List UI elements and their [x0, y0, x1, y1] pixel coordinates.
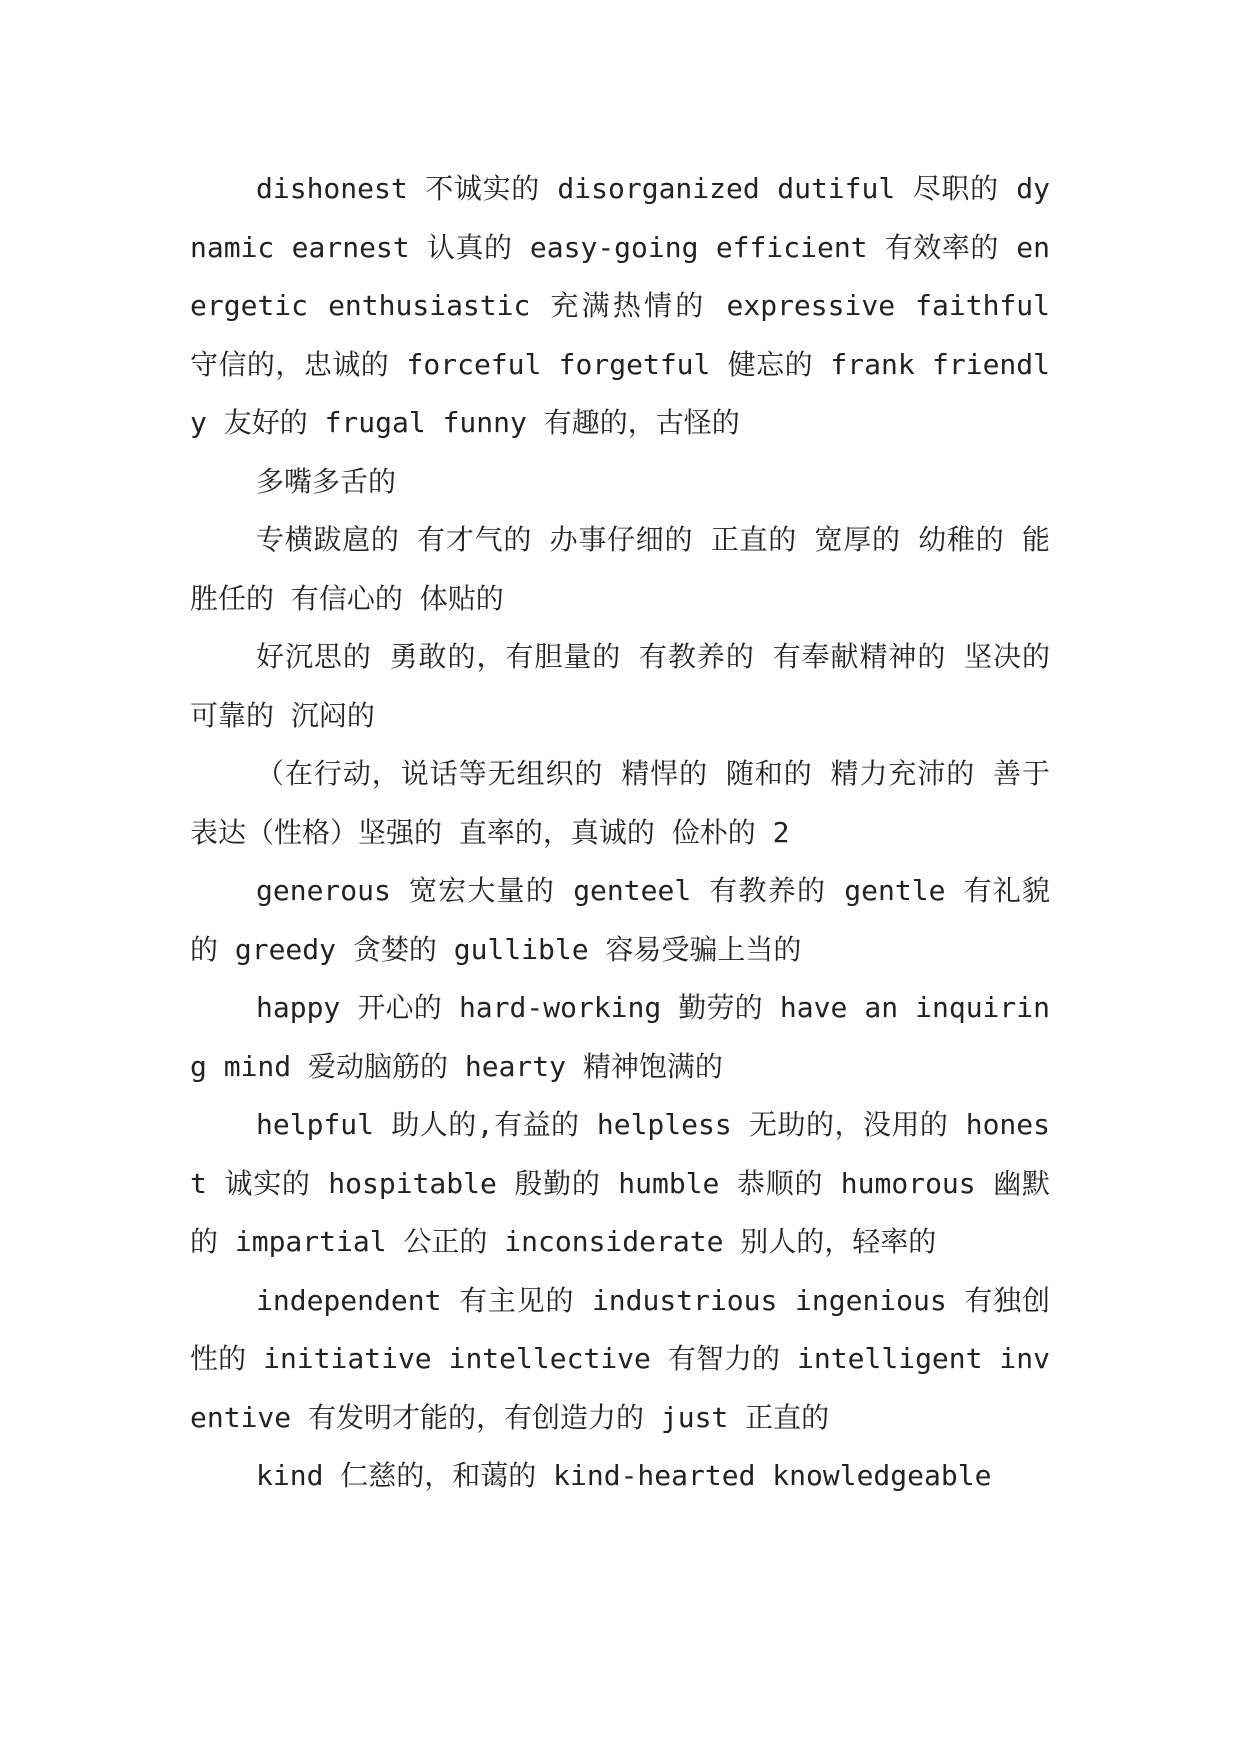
- paragraph-2: 多嘴多舌的: [256, 464, 397, 498]
- paragraph-10: kind 仁慈的，和蔼的 kind-hearted knowledgeable: [256, 1459, 992, 1492]
- paragraph-1: dishonest 不诚实的 disorganized dutiful 尽职的 dynamic earnest 认真的 easy-going efficient 有效率的 energetic enthusiastic 充满热情的 expressive faithful 守信的，忠诚的 forceful forgetful 健忘的 frank friendly 友好的 frugal funny 有趣的，古怪的: [190, 172, 1050, 439]
- paragraph-9: independent 有主见的 industrious ingenious 有独创性的 initiative intellective 有智力的 intelligent inventive 有发明才能的，有创造力的 just 正直的: [190, 1283, 1050, 1434]
- paragraph-5: （在行动，说话等无组织的 精悍的 随和的 精力充沛的 善于表达（性格）坚强的 直率的，真诚的 俭朴的 2: [190, 757, 1050, 849]
- paragraph-7: happy 开心的 hard-working 勤劳的 have an inquiring mind 爱动脑筋的 hearty 精神饱满的: [190, 991, 1050, 1083]
- paragraph-6: generous 宽宏大量的 genteel 有教养的 gentle 有礼貌的 greedy 贪婪的 gullible 容易受骗上当的: [190, 874, 1050, 966]
- paragraph-4: 好沉思的 勇敢的，有胆量的 有教养的 有奉献精神的 坚决的 可靠的 沉闷的: [190, 640, 1050, 732]
- paragraph-8: helpful 助人的,有益的 helpless 无助的，没用的 honest 诚实的 hospitable 殷勤的 humble 恭顺的 humorous 幽默的 impartial 公正的 inconsiderate 别人的，轻率的: [190, 1108, 1050, 1258]
- document-page: [190, 160, 1050, 1506]
- paragraph-3: 专横跋扈的 有才气的 办事仔细的 正直的 宽厚的 幼稚的 能胜任的 有信心的 体贴的: [190, 523, 1050, 615]
